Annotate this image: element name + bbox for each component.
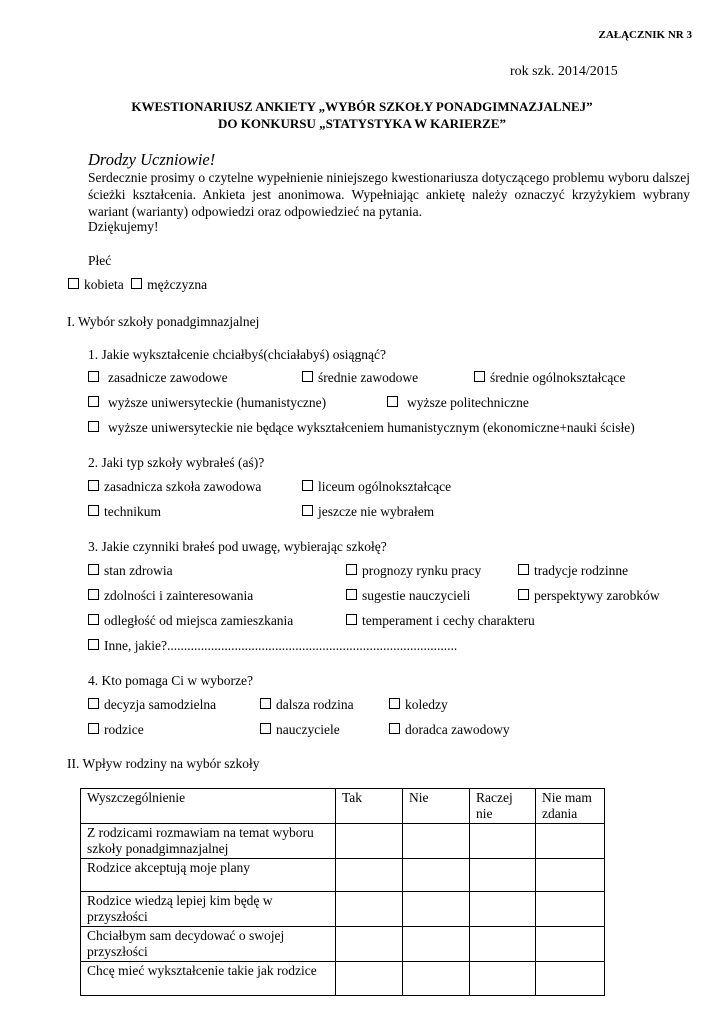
table-header: Nie (403, 789, 470, 824)
row-label: Rodzice wiedzą lepiej kim będę w przyszłości (81, 892, 336, 927)
q1-option[interactable]: wyższe uniwersyteckie (humanistyczne) (88, 395, 326, 411)
q3-option[interactable]: tradycje rodzinne (518, 563, 628, 579)
answer-cell[interactable] (536, 927, 605, 962)
q3-option[interactable]: zdolności i zainteresowania (88, 588, 253, 604)
answer-cell[interactable] (403, 962, 470, 996)
answer-cell[interactable] (536, 859, 605, 892)
answer-cell[interactable] (470, 962, 536, 996)
q3-option[interactable]: prognozy rynku pracy (346, 563, 481, 579)
q4-option[interactable]: doradca zawodowy (389, 722, 510, 738)
checkbox[interactable] (346, 589, 357, 600)
answer-cell[interactable] (470, 824, 536, 859)
checkbox[interactable] (88, 614, 99, 625)
table-header: Raczej nie (470, 789, 536, 824)
checkbox[interactable] (88, 421, 99, 432)
q1-option[interactable]: wyższe politechniczne (387, 395, 529, 411)
checkbox[interactable] (474, 371, 485, 382)
checkbox[interactable] (88, 505, 99, 516)
q1-option[interactable]: średnie zawodowe (302, 370, 418, 386)
table-header: Wyszczególnienie (81, 789, 336, 824)
answer-cell[interactable] (336, 962, 403, 996)
thanks-text: Dziękujemy! (88, 219, 159, 234)
question-2: 2. Jaki typ szkoły wybrałeś (aś)? (88, 455, 265, 470)
q4-option[interactable]: koledzy (389, 697, 448, 713)
q3-option[interactable]: stan zdrowia (88, 563, 173, 579)
checkbox[interactable] (518, 564, 529, 575)
greeting: Drodzy Uczniowie! (88, 150, 216, 169)
checkbox[interactable] (260, 723, 271, 734)
table-row (81, 859, 605, 892)
q2-option[interactable]: zasadnicza szkoła zawodowa (88, 479, 261, 495)
row-label: Chciałbym sam decydować o swojej przyszłości (81, 927, 336, 962)
sex-option-male[interactable]: mężczyzna (127, 277, 207, 292)
checkbox[interactable] (389, 698, 400, 709)
q3-option[interactable]: temperament i cechy charakteru (346, 613, 535, 629)
sex-option-female[interactable]: kobieta (68, 277, 124, 292)
question-3: 3. Jakie czynniki brałeś pod uwagę, wybierając szkołę? (88, 539, 387, 554)
title-line-2: DO KONKURSU „STATYSTYKA W KARIERZE” (218, 116, 506, 131)
answer-cell[interactable] (336, 892, 403, 927)
q1-option[interactable]: wyższe uniwersyteckie nie będące wykształceniem humanistycznym (ekonomiczne+nauki ścisłe) (88, 420, 635, 436)
answer-cell[interactable] (336, 824, 403, 859)
checkbox[interactable] (302, 480, 313, 491)
q4-option[interactable]: rodzice (88, 722, 144, 738)
checkbox[interactable] (88, 371, 99, 382)
q1-option[interactable]: średnie ogólnokształcące (474, 370, 625, 386)
answer-cell[interactable] (336, 927, 403, 962)
checkbox[interactable] (88, 589, 99, 600)
answer-cell[interactable] (403, 892, 470, 927)
checkbox[interactable] (518, 589, 529, 600)
title-line-1: KWESTIONARIUSZ ANKIETY „WYBÓR SZKOŁY PONADGIMNAZJALNEJ” (131, 99, 593, 114)
checkbox[interactable] (260, 698, 271, 709)
answer-cell[interactable] (403, 824, 470, 859)
q3-option-other[interactable]: Inne, jakie?...................................................................................... (88, 638, 457, 654)
table-row (81, 962, 605, 996)
q4-option[interactable]: decyzja samodzielna (88, 697, 216, 713)
checkbox[interactable] (387, 396, 398, 407)
answer-cell[interactable] (336, 859, 403, 892)
answer-cell[interactable] (536, 824, 605, 859)
answer-cell[interactable] (536, 892, 605, 927)
q2-option[interactable]: technikum (88, 504, 161, 520)
answer-cell[interactable] (470, 892, 536, 927)
row-label: Rodzice akceptują moje plany (81, 859, 336, 892)
answer-cell[interactable] (536, 962, 605, 996)
attachment-number: ZAŁĄCZNIK NR 3 (598, 29, 692, 41)
answer-cell[interactable] (470, 927, 536, 962)
checkbox[interactable] (389, 723, 400, 734)
row-label: Z rodzicami rozmawiam na temat wyboru szkoły ponadgimnazjalnej (81, 824, 336, 859)
checkbox[interactable] (88, 396, 99, 407)
sex-label: Płeć (88, 253, 112, 268)
answer-cell[interactable] (470, 859, 536, 892)
q3-option[interactable]: odległość od miejsca zamieszkania (88, 613, 293, 629)
checkbox[interactable] (302, 505, 313, 516)
section-2-title: II. Wpływ rodziny na wybór szkoły (67, 756, 260, 771)
family-influence-table (80, 788, 605, 996)
q3-option[interactable]: perspektywy zarobków (518, 588, 660, 604)
document-title (0, 98, 724, 132)
checkbox[interactable] (302, 371, 313, 382)
table-row (81, 824, 605, 859)
school-year: rok szk. 2014/2015 (510, 64, 618, 79)
section-1-title: I. Wybór szkoły ponadgimnazjalnej (67, 314, 260, 329)
q4-option[interactable]: dalsza rodzina (260, 697, 354, 713)
q2-option[interactable]: liceum ogólnokształcące (302, 479, 451, 495)
checkbox[interactable] (131, 278, 142, 289)
checkbox[interactable] (88, 698, 99, 709)
table-row (81, 927, 605, 962)
checkbox[interactable] (88, 639, 99, 650)
table-row (81, 892, 605, 927)
q2-option[interactable]: jeszcze nie wybrałem (302, 504, 434, 520)
checkbox[interactable] (68, 278, 79, 289)
q3-option[interactable]: sugestie nauczycieli (346, 588, 470, 604)
checkbox[interactable] (346, 614, 357, 625)
sex-options (68, 277, 207, 293)
table-header: Tak (336, 789, 403, 824)
checkbox[interactable] (88, 723, 99, 734)
intro-text: Serdecznie prosimy o czytelne wypełnienie niniejszego kwestionariusza dotyczącego problemu wyboru dalszej ścieżki kształcenia. Ankieta jest anonimowa. Wypełniając ankietę należy oznaczyć krzyżykiem wybrany wariant (warianty) odpowiedzi oraz odpowiedzieć na pytania. (88, 170, 690, 219)
checkbox[interactable] (88, 564, 99, 575)
question-1: 1. Jakie wykształcenie chciałbyś(chciałabyś) osiągnąć? (88, 347, 386, 362)
checkbox[interactable] (88, 480, 99, 491)
table-header-row (81, 789, 605, 824)
answer-cell[interactable] (403, 927, 470, 962)
q1-option[interactable]: zasadnicze zawodowe (88, 370, 228, 386)
row-label: Chcę mieć wykształcenie takie jak rodzice (81, 962, 336, 996)
q4-option[interactable]: nauczyciele (260, 722, 340, 738)
table-header: Nie mam zdania (536, 789, 605, 824)
checkbox[interactable] (346, 564, 357, 575)
question-4: 4. Kto pomaga Ci w wyborze? (88, 673, 253, 688)
answer-cell[interactable] (403, 859, 470, 892)
